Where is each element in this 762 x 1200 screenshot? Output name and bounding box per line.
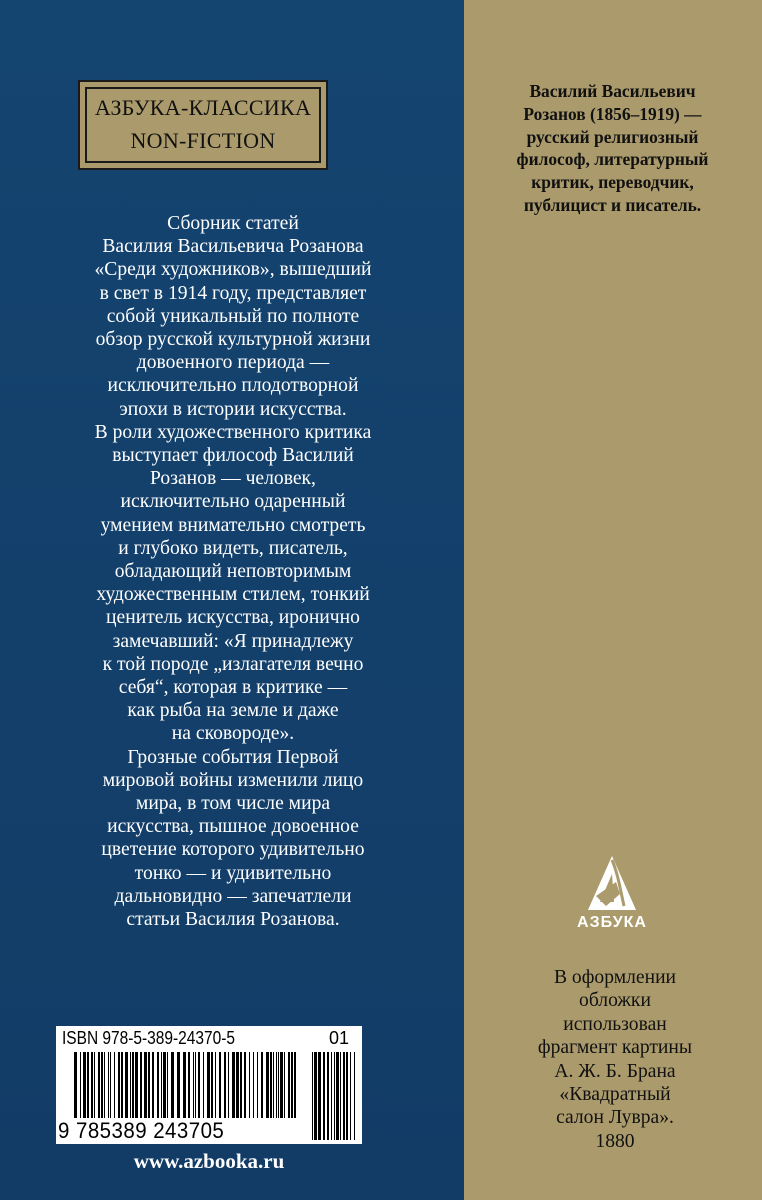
barcode-bar [130,1052,131,1118]
annotation-line: ценитель искусства, иронично [106,607,360,629]
barcode-bar [280,1052,283,1118]
annotation-line: искусства, пышное довоенное [107,816,359,838]
series-label [78,80,328,170]
barcode-bar [157,1052,159,1118]
barcode-bar [167,1052,168,1118]
annotation-line: Розанов — человек, [150,468,316,490]
credits-line: «Квадратный [559,1084,671,1106]
annotation-line: Василия Васильевича Розанова [102,236,364,258]
credits-line: 1880 [595,1130,635,1152]
barcode-bars [74,1052,300,1118]
annotation-line: В роли художественного критика [94,421,372,443]
barcode-bar [161,1052,162,1118]
barcode-bar [211,1052,213,1118]
annotation-line: эпохи в истории искусства. [119,398,347,420]
author-bio [480,80,745,217]
author-bio-line: публицист и писатель. [523,194,702,215]
annotation-line: себя“, которая в критике — [118,677,348,699]
credits-line: А. Ж. Б. Брана [554,1060,676,1082]
barcode-bar [350,1052,351,1140]
annotation-line: выступает философ Василий [112,445,354,467]
barcode-bar [177,1052,180,1118]
barcode-bar [273,1052,274,1118]
barcode-bar [203,1052,204,1118]
annotation-line: на сковороде». [171,723,295,745]
series-subtitle: NON-FICTION [130,128,276,153]
barcode-addon-bars [312,1052,356,1140]
barcode-bar [294,1052,296,1118]
isbn-number: ISBN 978-5-389-24370-5 [62,1028,235,1048]
barcode-bar [334,1052,335,1140]
annotation-line: тонко — и удивительно [134,862,332,884]
barcode-bar [132,1052,134,1118]
annotation-line: довоенного периода — [136,352,330,374]
credits-line: салон Лувра». [556,1107,674,1129]
barcode-bar [249,1052,250,1118]
barcode-bar [228,1052,229,1118]
annotation-line: Сборник статей [167,213,299,234]
barcode-bar [148,1052,150,1118]
barcode-bar [215,1052,216,1118]
credits-line: В оформлении [553,967,677,988]
publisher-website: www.azbooka.ru [133,1149,285,1173]
barcode-bar [331,1052,332,1140]
author-bio-line: русский религиозный [526,126,699,147]
annotation-line: художественным стилем, тонкий [96,584,370,606]
barcode-bar [163,1052,166,1118]
annotation-line: обладающий неповторимым [114,561,352,583]
barcode-bar [121,1052,123,1118]
barcode-bar [135,1052,138,1118]
barcode-bar [87,1052,89,1118]
barcode-bar [354,1052,355,1140]
series-name: АЗБУКА-КЛАССИКА [94,95,312,120]
annotation-line: мира, в том числе мира [135,793,331,815]
barcode-bar [253,1052,254,1118]
barcode-bar [291,1052,293,1118]
barcode-bar [224,1052,226,1118]
barcode-bar [94,1052,95,1118]
annotation-line: умением внимательно смотреть [100,514,366,536]
barcode-bar [323,1052,325,1140]
barcode-bar [171,1052,174,1118]
annotation-line: исключительно одаренный [120,491,346,513]
annotation-line: как рыба на земле и даже [127,700,339,722]
barcode-bar [327,1052,329,1140]
barcode-bar [144,1052,147,1118]
barcode-bar [343,1052,345,1140]
credits-line: обложки [579,990,651,1012]
barcode-bar [140,1052,142,1118]
barcode-bar [261,1052,263,1118]
barcode-bar [125,1052,128,1118]
cover-credits [486,966,744,1153]
barcode-addon-code: 01 [329,1028,350,1048]
annotation-line: мировой войны изменили лицо [102,769,364,791]
barcode-bar [232,1052,235,1118]
book-annotation [38,212,428,931]
barcode-bar [198,1052,200,1118]
annotation-line: исключительно плодотворной [107,375,359,397]
barcode-bar [336,1052,339,1140]
barcode-bar [110,1052,111,1118]
barcode-bar [244,1052,246,1118]
barcode-bar [314,1052,317,1140]
barcode-bar [340,1052,341,1140]
annotation-line: обзор русской культурной жизни [95,329,371,351]
barcode-bar [312,1052,313,1140]
barcode-bar [346,1052,348,1140]
barcode-bar [276,1052,277,1118]
annotation-line: в свет в 1914 году, представляет [99,282,367,304]
annotation-line: Грозные события Первой [127,746,339,768]
barcode-bar [266,1052,269,1118]
barcode-bar [83,1052,86,1118]
barcode-digits: 9 785389 243705 [58,1118,225,1143]
barcode-bar [101,1052,103,1118]
annotation-line: собой уникальный по полноте [106,305,360,327]
barcode-bar [270,1052,272,1118]
barcode-bar [104,1052,105,1118]
annotation-line: цветение которого удивительно [101,839,365,861]
barcode-bar [195,1052,196,1118]
barcode-bar [114,1052,115,1118]
annotation-line: и глубоко видеть, писатель, [118,537,348,559]
barcode-bar [183,1052,186,1118]
annotation-line: «Среди художников», вышедший [94,259,372,281]
barcode-bar [288,1052,290,1118]
barcode-bar [91,1052,93,1118]
author-bio-line: Розанов (1856–1919) — [523,103,702,124]
barcode-bar [240,1052,242,1118]
author-bio-line: критик, переводчик, [531,172,694,193]
author-bio-line: Василий Васильевич [529,81,696,101]
isbn-barcode [56,1026,362,1144]
annotation-line: к той породе „излагателя вечно [102,653,364,675]
barcode-bar [219,1052,221,1118]
publisher-logo-text: АЗБУКА [577,914,647,931]
barcode-bar [80,1052,81,1118]
barcode-bar [152,1052,154,1118]
annotation-line: дальновидно — запечатлели [114,885,352,907]
barcode-bar [257,1052,258,1118]
credits-line: использован [563,1013,667,1035]
barcode-bar [108,1052,109,1118]
barcode-bar [98,1052,100,1118]
barcode-bar [74,1052,77,1118]
annotation-line: статьи Василия Розанова. [126,909,340,931]
author-bio-line: философ, литературный [516,149,709,170]
annotation-line: замечавший: «Я принадлежу [112,630,354,652]
barcode-bar [188,1052,190,1118]
barcode-bar [318,1052,321,1140]
barcode-bar [193,1052,194,1118]
barcode-bar [118,1052,120,1118]
barcode-bar [284,1052,285,1118]
credits-line: фрагмент картины [537,1037,693,1059]
barcode-bar [236,1052,239,1118]
barcode-bar [278,1052,279,1118]
barcode-bar [207,1052,210,1118]
